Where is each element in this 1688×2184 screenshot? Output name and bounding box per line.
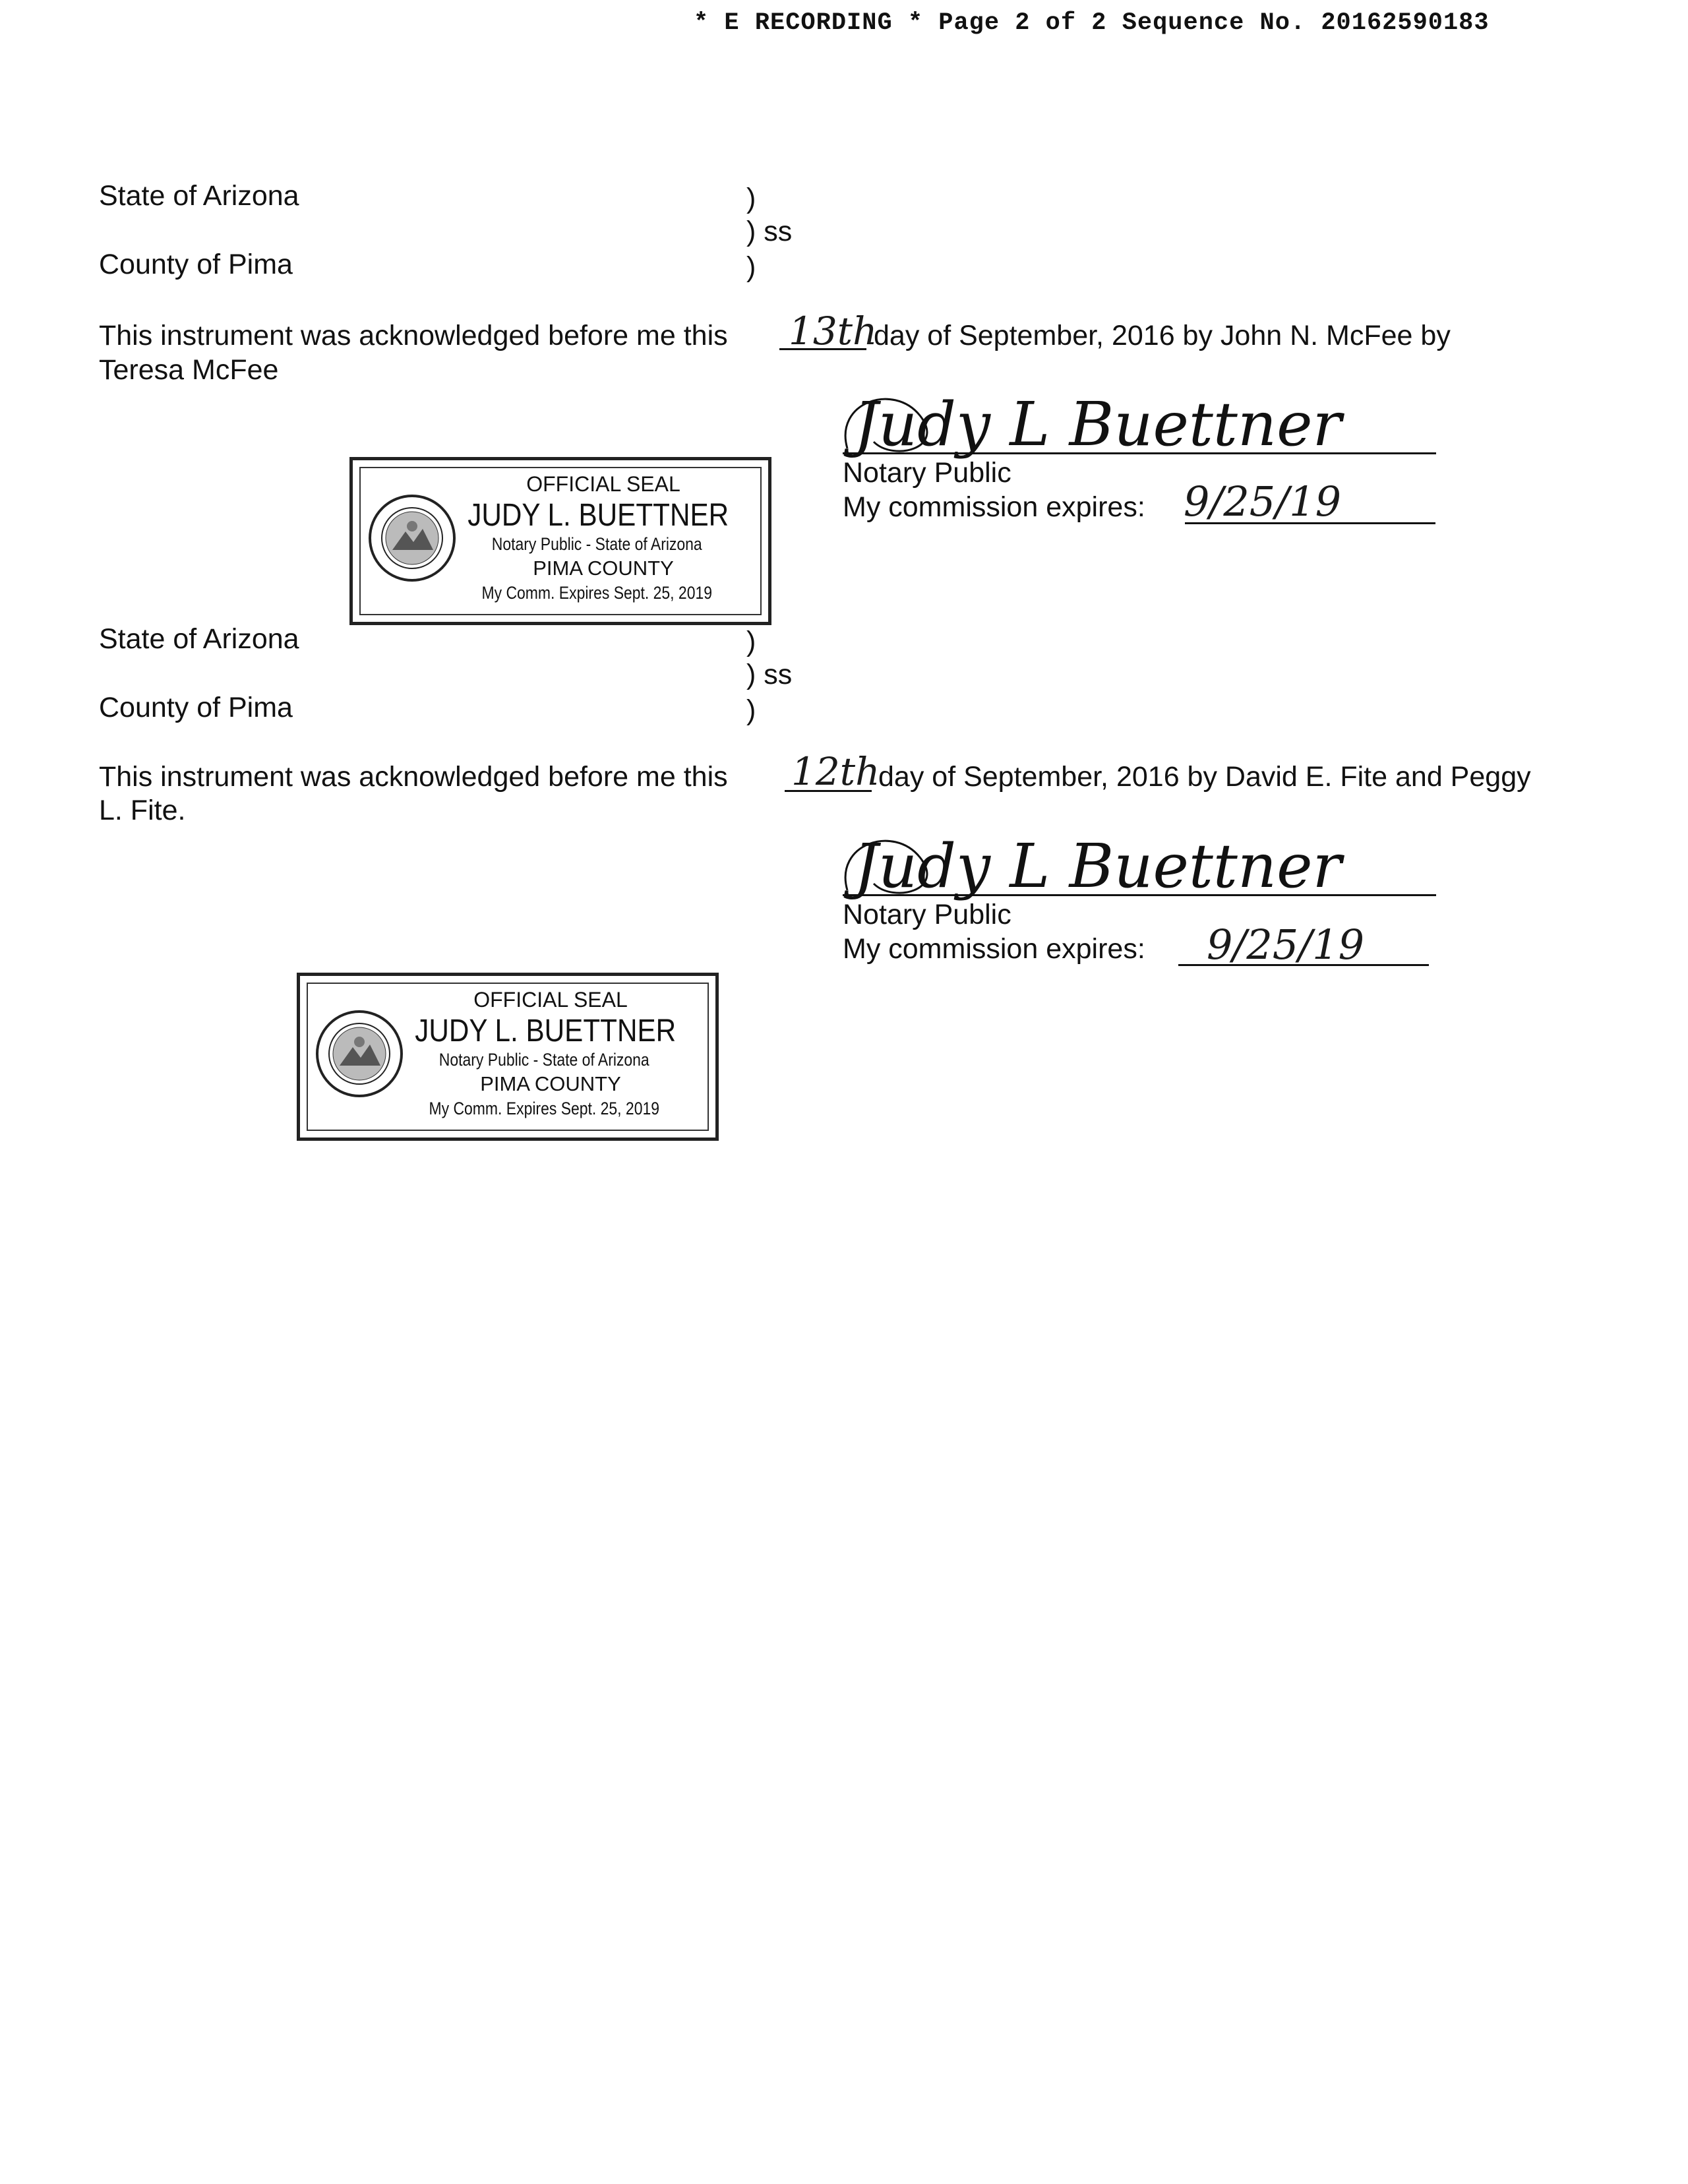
paren-ss-2: ) ss bbox=[746, 659, 793, 690]
recording-header: * E RECORDING * Page 2 of 2 Sequence No. 20162590183 bbox=[694, 9, 1490, 37]
county-label-1: County of Pima bbox=[99, 249, 293, 280]
day-handwritten-2: 12th bbox=[791, 749, 880, 794]
seal-expiry: My Comm. Expires Sept. 25, 2019 bbox=[429, 1099, 659, 1118]
commission-label-1: My commission expires: bbox=[843, 491, 1145, 523]
county-label-2: County of Pima bbox=[99, 692, 293, 723]
acknowledgment-text-2: This instrument was acknowledged before me this bbox=[99, 761, 728, 793]
svg-text:Judy L Buettner: Judy L Buettner bbox=[854, 831, 1342, 901]
seal-expiry: My Comm. Expires Sept. 25, 2019 bbox=[481, 583, 712, 603]
svg-text:Judy L Buettner: Judy L Buettner bbox=[854, 389, 1342, 460]
signature-line-1 bbox=[843, 452, 1436, 454]
seal-line1: Notary Public - State of Arizona bbox=[491, 534, 702, 554]
notary-public-label-2: Notary Public bbox=[843, 899, 1011, 930]
seal-title: OFFICIAL SEAL bbox=[526, 472, 680, 496]
paren-top-2: ) bbox=[746, 626, 756, 657]
seal-title: OFFICIAL SEAL bbox=[473, 988, 628, 1012]
commission-date-2: 9/25/19 bbox=[1207, 921, 1365, 969]
acknowledgment-line2-2: L. Fite. bbox=[99, 795, 186, 826]
notary-seal-1 bbox=[349, 457, 771, 625]
state-label-1: State of Arizona bbox=[99, 180, 299, 212]
paren-bottom-1: ) bbox=[746, 251, 756, 283]
paren-top-1: ) bbox=[746, 183, 756, 214]
seal-name: JUDY L. BUETTNER bbox=[415, 1014, 677, 1048]
acknowledgment-text-2b: day of September, 2016 by David E. Fite and Peggy bbox=[878, 761, 1531, 793]
seal-county: PIMA COUNTY bbox=[533, 557, 674, 580]
notary-seal-2 bbox=[297, 973, 719, 1141]
seal-county: PIMA COUNTY bbox=[480, 1072, 621, 1095]
paren-ss-1: ) ss bbox=[746, 216, 793, 247]
seal-line1: Notary Public - State of Arizona bbox=[438, 1050, 649, 1070]
seal-name: JUDY L. BUETTNER bbox=[467, 498, 729, 533]
acknowledgment-line2-1: Teresa McFee bbox=[99, 354, 279, 386]
acknowledgment-text-1: This instrument was acknowledged before me this bbox=[99, 320, 728, 351]
acknowledgment-text-1b: day of September, 2016 by John N. McFee by bbox=[874, 320, 1451, 351]
commission-label-2: My commission expires: bbox=[843, 933, 1145, 965]
day-handwritten-1: 13th bbox=[789, 309, 878, 353]
notary-public-label-1: Notary Public bbox=[843, 457, 1011, 489]
commission-date-1: 9/25/19 bbox=[1184, 477, 1342, 526]
state-label-2: State of Arizona bbox=[99, 623, 299, 655]
paren-bottom-2: ) bbox=[746, 694, 756, 726]
signature-line-2 bbox=[843, 894, 1436, 896]
